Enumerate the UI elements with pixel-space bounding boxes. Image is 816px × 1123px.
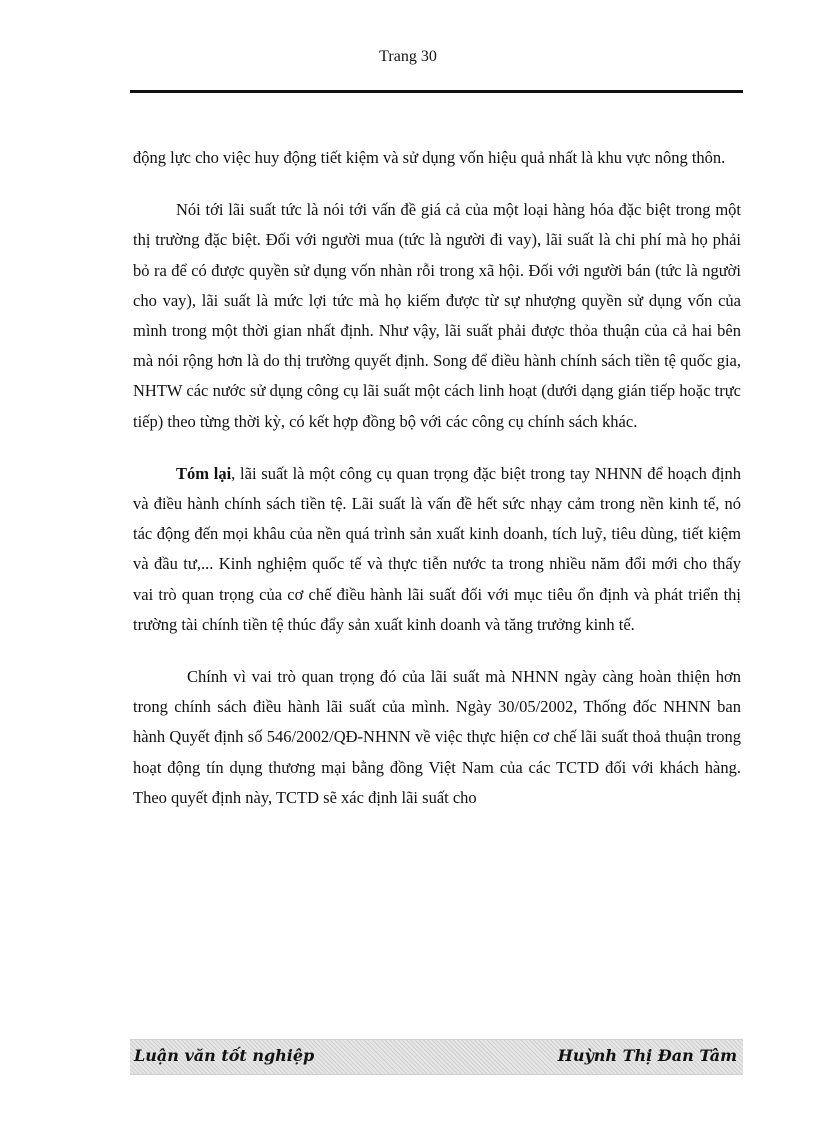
header-divider (130, 90, 743, 93)
page-number-header: Trang 30 (379, 48, 437, 65)
paragraph-4: Chính vì vai trò quan trọng đó của lãi suất mà NHNN ngày càng hoàn thiện hơn trong chính sách điều hành lãi suất của mình. Ngày 30/05/2002, Thống đốc NHNN ban hành Quyết định số 546/2002/QĐ-NHNN về việc thực hiện cơ chế lãi suất thoả thuận trong hoạt động tín dụng thương mại bằng đồng Việt Nam của các TCTD đối với khách hàng. Theo quyết định này, TCTD sẽ xác định lãi suất cho (133, 667, 741, 807)
footer-band (130, 1039, 743, 1075)
paragraph-3 (133, 459, 741, 640)
body-text (133, 143, 741, 835)
paragraph-3-text: , lãi suất là một công cụ quan trọng đặc biệt trong tay NHNN để hoạch định và điều hành chính sách tiền tệ. Lãi suất là vấn đề hết sức nhạy cảm trong nền kinh tế, nó tác động đến mọi khâu của nền quá trình sản xuất kinh doanh, tích luỹ, tiêu dùng, tiết kiệm và đầu tư,... Kinh nghiệm quốc tế và thực tiễn nước ta trong nhiều năm đổi mới cho thấy vai trò quan trọng của cơ chế điều hành lãi suất đối với mục tiêu ổn định và phát triển thị trường tài chính tiền tệ thúc đẩy sản xuất kinh doanh và tăng trưởng kinh tế. (133, 463, 741, 634)
footer-thesis-label: Luận văn tốt nghiệp (134, 1046, 315, 1065)
paragraph-3-lead: Tóm lại (176, 463, 232, 483)
footer-author-name: Huỳnh Thị Đan Tâm (557, 1046, 737, 1065)
paragraph-1: động lực cho việc huy động tiết kiệm và sử dụng vốn hiệu quả nhất là khu vực nông thôn. (133, 148, 726, 167)
paragraph-2: Nói tới lãi suất tức là nói tới vấn đề giá cả của một loại hàng hóa đặc biệt trong một thị trường đặc biệt. Đối với người mua (tức là người đi vay), lãi suất là chi phí mà họ phải bỏ ra để có được quyền sử dụng vốn nhàn rỗi trong xã hội. Đối với người bán (tức là người cho vay), lãi suất là mức lợi tức mà họ kiếm được từ sự nhượng quyền sử dụng vốn của mình trong một thời gian nhất định. Như vậy, lãi suất phải được thỏa thuận của cả hai bên mà nói rộng hơn là do thị trường quyết định. Song để điều hành chính sách tiền tệ quốc gia, NHTW các nước sử dụng công cụ lãi suất một cách linh hoạt (dưới dạng gián tiếp hoặc trực tiếp) theo từng thời kỳ, có kết hợp đồng bộ với các công cụ chính sách khác. (133, 200, 741, 431)
